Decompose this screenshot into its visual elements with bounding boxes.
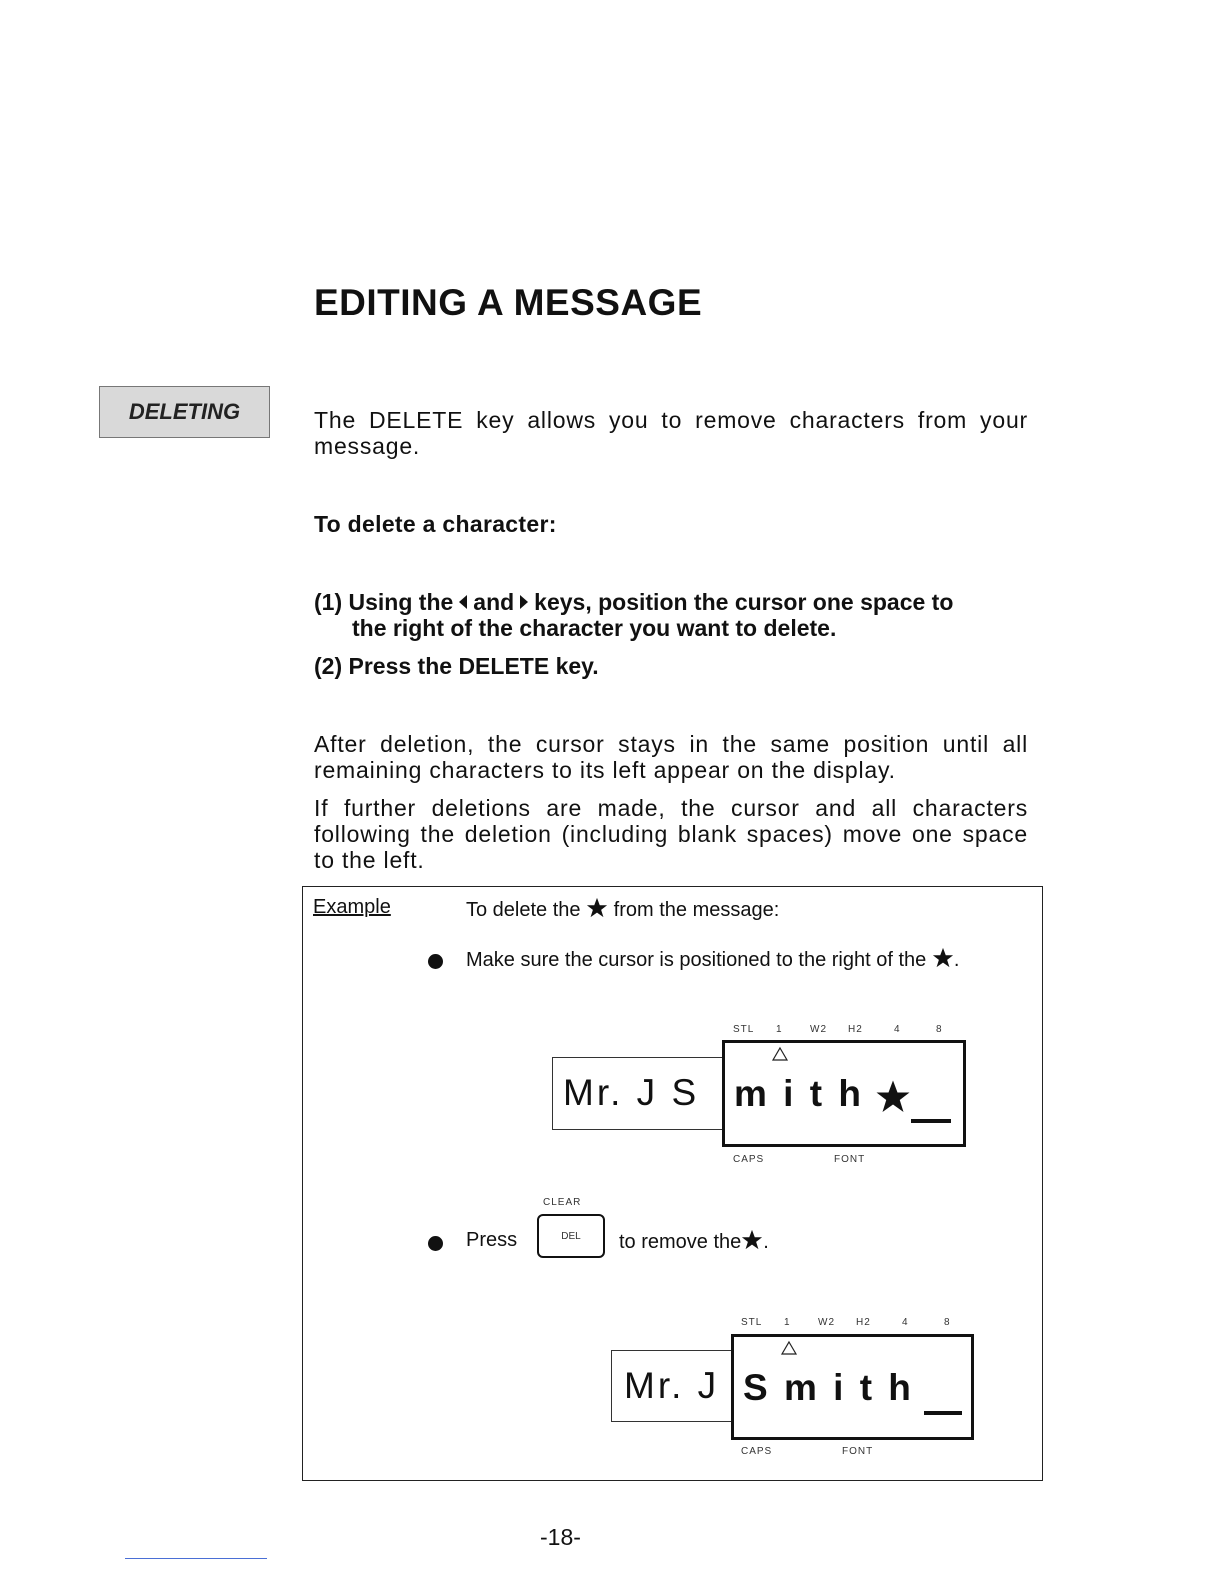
step-1 — [314, 589, 1034, 641]
star-icon — [586, 897, 608, 919]
bullet-1-period: . — [953, 949, 960, 971]
page-title: EDITING A MESSAGE — [314, 282, 703, 323]
page-number: -18- — [540, 1524, 581, 1550]
further-deletions-paragraph: If further deletions are made, the cursor and all characters following the deletion (including blank spaces) move one space to the left. — [314, 795, 1028, 873]
del-key-label: DEL — [561, 1230, 581, 1242]
step-1-rest: keys, position the cursor one space to — [534, 589, 954, 615]
display-2-right-text: S m i t h — [743, 1367, 914, 1408]
del-key-icon — [537, 1214, 605, 1258]
footer-line — [125, 1558, 267, 1559]
indicator-4: 4 — [894, 1024, 901, 1035]
step-2: (2) Press the DELETE key. — [314, 653, 599, 679]
remove-text — [619, 1229, 769, 1254]
step-1-prefix: (1) Using the — [314, 589, 454, 615]
right-arrow-icon — [520, 595, 528, 609]
display-2-scrolled-area — [611, 1350, 735, 1422]
section-tab-deleting — [99, 386, 270, 438]
indicator-h2: H2 — [848, 1024, 863, 1035]
after-deletion-paragraph: After deletion, the cursor stays in the same position until all remaining characters to its left appear on the display. — [314, 731, 1028, 783]
display-1-caps-label: CAPS — [733, 1154, 765, 1165]
indicator-h2: H2 — [856, 1317, 871, 1328]
triangle-marker-icon — [780, 1340, 798, 1356]
remove-text-period: . — [763, 1231, 769, 1253]
indicator-1: 1 — [776, 1024, 783, 1035]
subheading: To delete a character: — [314, 511, 557, 537]
star-icon — [875, 1079, 911, 1115]
left-arrow-icon — [459, 595, 467, 609]
step-1-continuation: the right of the character you want to delete. — [352, 615, 837, 641]
bullet-icon — [428, 954, 443, 969]
bullet-1-main: Make sure the cursor is positioned to the right of the — [466, 949, 927, 971]
display-1-font-label: FONT — [834, 1154, 866, 1165]
remove-text-main: to remove the — [619, 1231, 742, 1253]
indicator-w2: W2 — [818, 1317, 835, 1328]
display-2-left-text: Mr. J — [624, 1365, 720, 1406]
section-tab-label: DELETING — [128, 399, 241, 424]
indicator-8: 8 — [944, 1317, 951, 1328]
indicator-stl: STL — [741, 1317, 763, 1328]
star-icon — [741, 1229, 763, 1251]
star-icon — [932, 947, 954, 969]
display-1-left-text: Mr. J S — [563, 1072, 700, 1113]
cursor-underline — [924, 1411, 962, 1415]
example-intro-text: To delete the — [466, 899, 581, 921]
indicator-stl: STL — [733, 1024, 755, 1035]
cursor-underline — [911, 1119, 951, 1123]
example-label: Example — [313, 896, 391, 918]
example-intro-text-end: from the message: — [613, 899, 780, 921]
bullet-1-text — [466, 947, 959, 972]
step-1-and: and — [473, 589, 515, 615]
press-text: Press — [466, 1229, 518, 1251]
indicator-8: 8 — [936, 1024, 943, 1035]
indicator-4: 4 — [902, 1317, 909, 1328]
display-1-scrolled-area — [552, 1057, 727, 1130]
key-clear-label: CLEAR — [543, 1197, 582, 1208]
indicator-w2: W2 — [810, 1024, 827, 1035]
indicator-1: 1 — [784, 1317, 791, 1328]
intro-paragraph: The DELETE key allows you to remove characters from your message. — [314, 407, 1028, 459]
display-1-right-text: m i t h — [734, 1073, 864, 1114]
display-2-screen — [731, 1334, 974, 1440]
bullet-icon — [428, 1236, 443, 1251]
display-2-font-label: FONT — [842, 1446, 874, 1457]
triangle-marker-icon — [771, 1046, 789, 1062]
example-intro — [466, 897, 779, 922]
display-2-caps-label: CAPS — [741, 1446, 773, 1457]
display-1-screen — [722, 1040, 966, 1147]
